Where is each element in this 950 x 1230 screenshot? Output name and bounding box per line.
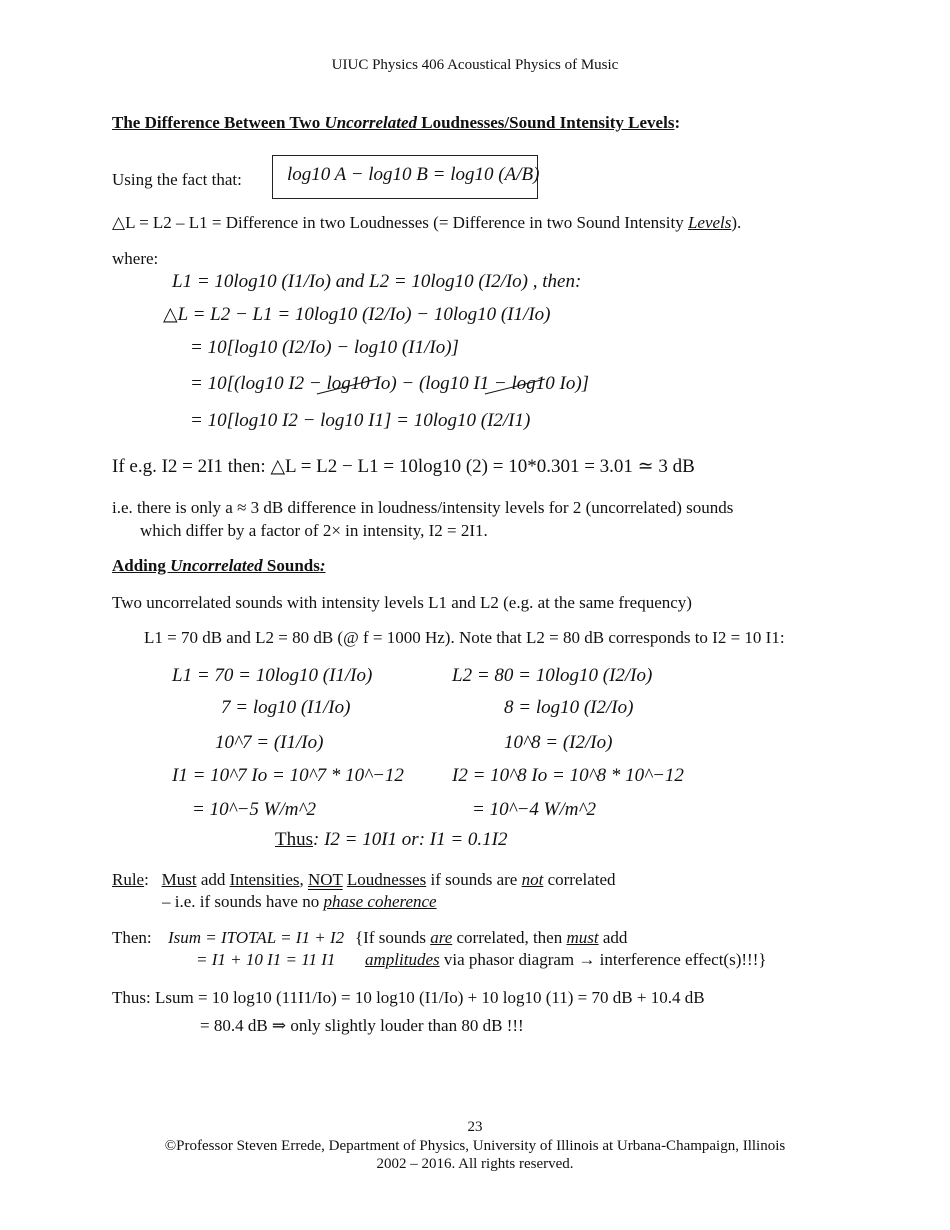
rule-line-1 bbox=[112, 870, 616, 890]
left-col-2: 7 = log10 (I1/Io) bbox=[221, 697, 351, 718]
delta-l-definition bbox=[112, 213, 741, 233]
rule-intensities: Intensities bbox=[229, 870, 300, 889]
right-col-1: L2 = 80 = 10log10 (I2/Io) bbox=[452, 665, 653, 686]
rule-correlated: correlated bbox=[543, 870, 616, 889]
note-1-b: correlated, then bbox=[452, 928, 567, 947]
page-number: 23 bbox=[467, 1119, 483, 1135]
delta-line-end: ). bbox=[731, 213, 742, 232]
cancel-mark-1 bbox=[318, 375, 376, 395]
rule-colon: : bbox=[144, 870, 162, 889]
equation-line-5: = 10[log10 I2 − log10 I1] = 10log10 (I2/I1) bbox=[190, 410, 531, 431]
delta-line-levels: Levels bbox=[687, 213, 732, 232]
title-colon: : bbox=[674, 113, 681, 132]
note-1-must: must bbox=[566, 928, 599, 947]
section-title-adding bbox=[112, 556, 326, 576]
thus-label: Thus bbox=[275, 829, 313, 850]
using-fact-label: Using the fact that: bbox=[112, 170, 242, 189]
rule-line-2-text: – i.e. if sounds have no bbox=[162, 892, 324, 911]
rule-phase-coherence: phase coherence bbox=[323, 892, 437, 911]
thus-final-line-1: Thus: Lsum = 10 log10 (11I1/Io) = 10 log10 (I1/Io) + 10 log10 (11) = 70 dB + 10.4 dB bbox=[112, 988, 705, 1007]
adding-title-a: Adding bbox=[112, 556, 171, 575]
copyright-line-1: ©Professor Steven Errede, Department of Physics, University of Illinois at Urbana-Champaign, Illinois bbox=[164, 1138, 786, 1154]
right-col-4: I2 = 10^8 Io = 10^8 * 10^−12 bbox=[452, 765, 684, 786]
then-line-2: = I1 + 10 I1 = 11 I1 bbox=[196, 950, 336, 969]
copyright-line-2: 2002 – 2016. All rights reserved. bbox=[376, 1156, 574, 1172]
equation-line-3: = 10[log10 (I2/Io) − log10 (I1/Io)] bbox=[190, 337, 459, 358]
equation-line-4 bbox=[190, 373, 589, 395]
adding-intro: Two uncorrelated sounds with intensity levels L1 and L2 (e.g. at the same frequency) bbox=[112, 593, 692, 612]
thus-rest: : I2 = 10I1 or: I1 = 0.1I2 bbox=[313, 829, 508, 850]
adding-title-colon: : bbox=[319, 556, 326, 575]
section-title-difference bbox=[112, 113, 680, 133]
equation-line-2: △L = L2 − L1 = 10log10 (I2/Io) − 10log10 (I1/Io) bbox=[163, 304, 551, 325]
right-col-5: = 10^−4 W/m^2 bbox=[472, 799, 597, 820]
boxed-identity-text: log10 A − log10 B = log10 (A/B) bbox=[287, 164, 540, 185]
equation-line-1: L1 = 10log10 (I1/Io) and L2 = 10log10 (I2/Io) , then: bbox=[172, 271, 582, 292]
title-part-c: Loudnesses/Sound Intensity Levels bbox=[417, 113, 675, 132]
boxed-log-identity bbox=[272, 155, 538, 199]
rule-must: Must bbox=[161, 870, 197, 889]
cancel-mark-2 bbox=[486, 375, 544, 395]
title-part-b: Uncorrelated bbox=[324, 113, 417, 132]
rule-line-2 bbox=[162, 892, 437, 912]
rule-add: add bbox=[196, 870, 230, 889]
where-label: where: bbox=[112, 249, 159, 268]
equation-line-4-text: = 10[(log10 I2 − log10 Io) − (log10 I1 − log10 Io)] bbox=[190, 373, 590, 394]
note-2-rest: via phasor diagram → interference effect(s)!!!} bbox=[439, 950, 767, 969]
rule-comma: , bbox=[299, 870, 308, 889]
page-header: UIUC Physics 406 Acoustical Physics of Music bbox=[331, 57, 619, 73]
thus-final-line-2: = 80.4 dB ⇒ only slightly louder than 80 dB !!! bbox=[200, 1016, 524, 1035]
note-1-c: add bbox=[598, 928, 628, 947]
ie-line-2: which differ by a factor of 2× in intensity, I2 = 2I1. bbox=[140, 521, 488, 540]
left-col-4: I1 = 10^7 Io = 10^7 * 10^−12 bbox=[172, 765, 404, 786]
title-part-a: The Difference Between Two bbox=[112, 113, 325, 132]
note-1-a: {If sounds bbox=[355, 928, 431, 947]
delta-line-text: △L = L2 – L1 = Difference in two Loudnesses (= Difference in two Sound Intensity bbox=[112, 213, 688, 232]
rule-if: if sounds are bbox=[426, 870, 522, 889]
then-label: Then: bbox=[112, 928, 152, 947]
adding-title-c: Sounds bbox=[262, 556, 320, 575]
note-1-are: are bbox=[430, 928, 453, 947]
example-3db: If e.g. I2 = 2I1 then: △L = L2 − L1 = 10log10 (2) = 10*0.301 = 3.01 ≃ 3 dB bbox=[112, 456, 695, 477]
rule-label: Rule bbox=[112, 870, 145, 889]
ie-line-1: i.e. there is only a ≈ 3 dB difference in loudness/intensity levels for 2 (uncorrelated) sounds bbox=[112, 498, 734, 517]
rule-loudnesses: Loudnesses bbox=[346, 870, 427, 889]
left-col-3: 10^7 = (I1/Io) bbox=[215, 732, 324, 753]
then-note-1 bbox=[355, 928, 627, 948]
left-col-1: L1 = 70 = 10log10 (I1/Io) bbox=[172, 665, 373, 686]
adding-given: L1 = 70 dB and L2 = 80 dB (@ f = 1000 Hz). Note that L2 = 80 dB corresponds to I2 = 10 I1: bbox=[144, 628, 785, 647]
adding-title-b: Uncorrelated bbox=[170, 556, 263, 575]
left-col-5: = 10^−5 W/m^2 bbox=[192, 799, 317, 820]
rule-not-italic: not bbox=[521, 870, 544, 889]
then-note-2 bbox=[365, 950, 767, 970]
right-col-3: 10^8 = (I2/Io) bbox=[504, 732, 613, 753]
then-line-1: Isum = ITOTAL = I1 + I2 bbox=[168, 928, 345, 947]
note-2-amplitudes: amplitudes bbox=[365, 950, 440, 969]
right-col-2: 8 = log10 (I2/Io) bbox=[504, 697, 634, 718]
thus-ratio bbox=[275, 829, 508, 851]
rule-not: NOT bbox=[308, 870, 343, 889]
